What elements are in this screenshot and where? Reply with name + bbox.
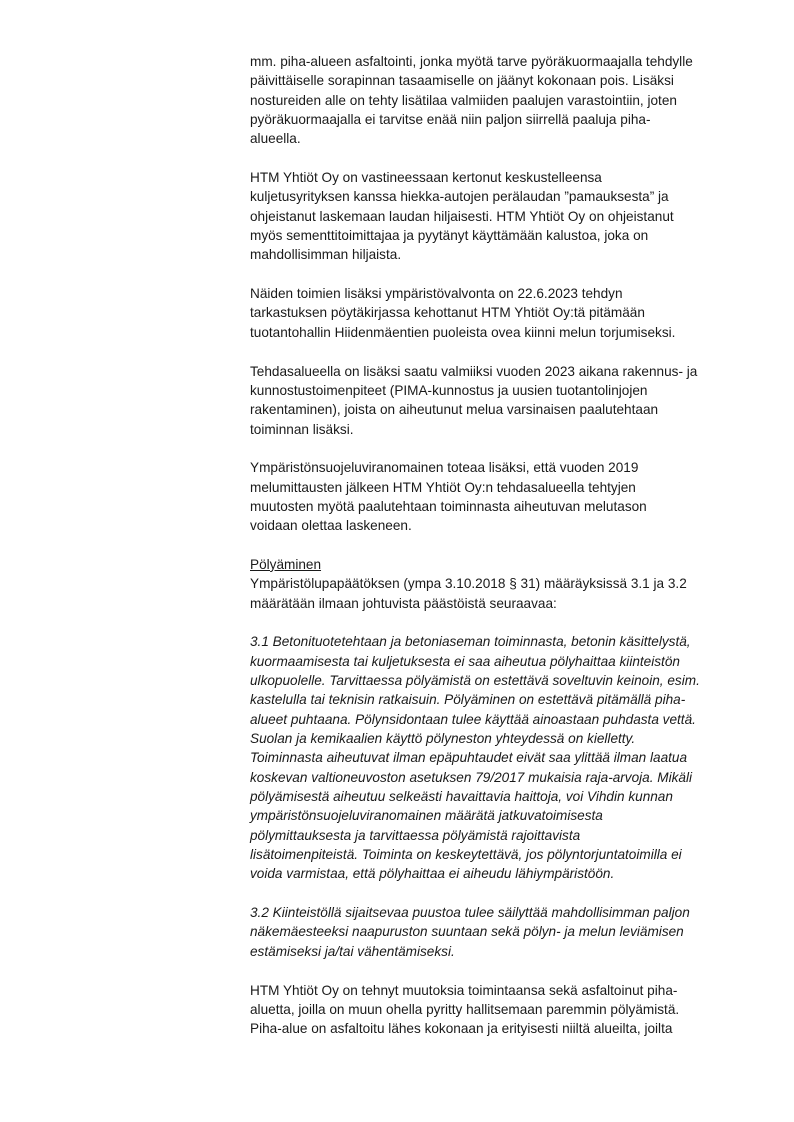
text-line: pyöräkuormaajalla ei tarvitse enää niin paljon siirrellä paaluja piha-: [250, 112, 651, 128]
text-line: voida varmistaa, että pölyhaittaa ei aiheudu lähiympäristöön.: [250, 866, 615, 882]
paragraph-trucks: [250, 168, 750, 265]
text-line: melumittausten jälkeen HTM Yhtiöt Oy:n tehdasalueella tehtyjen: [250, 479, 636, 495]
text-line: Ympäristönsuojeluviranomainen toteaa lisäksi, että vuoden 2019: [250, 460, 639, 476]
text-line: pölyämisestä aiheutuu selkeästi havaittavia haittoja, voi Vihdin kunnan: [250, 789, 673, 805]
text-column: [250, 52, 750, 1039]
text-line: kuljetusyrityksen kanssa hiekka-autojen perälaudan ”pamauksesta” ja: [250, 189, 669, 205]
text-line: toiminnan lisäksi.: [250, 421, 354, 437]
text-line: määrätään ilmaan johtuvista päästöistä seuraavaa:: [250, 595, 557, 611]
text-line: ulkopuolelle. Tarvittaessa pölyämistä on estettävä soveltuvin keinoin, esim.: [250, 673, 700, 688]
text-line: nostureiden alle on tehty lisätilaa valmiiden paalujen varastointiin, joten: [250, 92, 677, 108]
text-line: myös sementtitoimittajaa ja pyytänyt käyttämään kalustoa, joka on: [250, 228, 649, 244]
text-line: kuormaamisesta tai kuljetuksesta ei saa aiheutua pölyhaittaa kiinteistön: [250, 653, 680, 669]
text-line: lisätoimenpiteistä. Toiminta on keskeytettävä, jos pölyntorjuntatoimilla ei: [250, 847, 682, 863]
text-line: 3.1 Betonituotetehtaan ja betoniaseman toiminnasta, betonin käsittelystä,: [250, 634, 691, 650]
text-line: 3.2 Kiinteistöllä sijaitsevaa puustoa tulee säilyttää mahdollisimman paljon: [250, 905, 690, 921]
regulation-3-1: [250, 632, 750, 883]
dust-section-intro: [250, 555, 750, 613]
paragraph-noise-conclusion: [250, 458, 750, 535]
text-line: ympäristönsuojeluviranomainen määrätä jatkuvatoimisesta: [250, 808, 603, 824]
text-line: aluetta, joilla on muun ohella pyritty hallitsemaan paremmin pölyämistä.: [250, 1001, 680, 1017]
text-line: näkemäesteeksi naapuruston suuntaan sekä pölyn- ja melun leviämisen: [250, 924, 684, 940]
regulation-3-2: [250, 903, 750, 961]
text-line: mahdollisimman hiljaista.: [250, 247, 402, 263]
text-line: pölymittauksesta ja tarvittaessa pölyämistä rajoittavista: [250, 827, 581, 843]
text-line: Piha-alue on asfaltoitu lähes kokonaan ja erityisesti niiltä alueilta, joilta: [250, 1021, 673, 1037]
paragraph-inspection: [250, 284, 750, 342]
text-line: koskevan valtioneuvoston asetuksen 79/2017 mukaisia raja-arvoja. Mikäli: [250, 769, 693, 785]
text-line: HTM Yhtiöt Oy on vastineessaan kertonut keskustelleensa: [250, 170, 602, 186]
text-line: Näiden toimien lisäksi ympäristövalvonta on 22.6.2023 tehdyn: [250, 286, 623, 302]
text-line: Toiminnasta aiheutuvat ilman epäpuhtaudet eivät saa ylittää ilman laatua: [250, 750, 688, 766]
text-line: tarkastuksen pöytäkirjassa kehottanut HTM Yhtiöt Oy:tä pitämään: [250, 305, 645, 321]
text-line: päivittäiselle sorapinnan tasaamiselle on jäänyt kokonaan pois. Lisäksi: [250, 73, 674, 89]
text-line: alueella.: [250, 131, 301, 147]
paragraph-construction: [250, 362, 750, 439]
paragraph-asphalt: [250, 52, 750, 149]
text-line: tuotantohallin Hiidenmäentien puoleista ovea kiinni melun torjumiseksi.: [250, 324, 676, 340]
section-heading: Pölyäminen: [250, 556, 322, 572]
text-line: rakentaminen), joista on aiheutunut melua varsinaisen paalutehtaan: [250, 402, 659, 418]
text-line: kastelulla tai teknisin ratkaisuin. Pölyäminen on estettävä pitämällä piha-: [250, 692, 686, 708]
text-line: Ympäristölupapäätöksen (ympa 3.10.2018 § 31) määräyksissä 3.1 ja 3.2: [250, 576, 687, 592]
text-line: estämiseksi ja/tai vähentämiseksi.: [250, 943, 455, 959]
text-line: voidaan olettaa laskeneen.: [250, 518, 412, 534]
text-line: Tehdasalueella on lisäksi saatu valmiiksi vuoden 2023 aikana rakennus- ja: [250, 363, 698, 379]
text-line: kunnostustoimenpiteet (PIMA-kunnostus ja uusien tuotantolinjojen: [250, 382, 648, 398]
text-line: muutosten myötä paalutehtaan toiminnasta aiheutuvan melutason: [250, 498, 647, 514]
text-line: ohjeistanut laskemaan laudan hiljaisesti. HTM Yhtiöt Oy on ohjeistanut: [250, 208, 674, 224]
text-line: alueet puhtaana. Pölynsidontaan tulee käyttää ainoastaan puhdasta vettä.: [250, 711, 696, 727]
text-line: HTM Yhtiöt Oy on tehnyt muutoksia toimintaansa sekä asfaltoinut piha-: [250, 982, 678, 998]
paragraph-dust-measures: [250, 981, 750, 1039]
text-line: Suolan ja kemikaalien käyttö pölyneston yhteydessä on kielletty.: [250, 731, 636, 747]
text-line: mm. piha-alueen asfaltointi, jonka myötä tarve pyöräkuormaajalla tehdylle: [250, 54, 693, 69]
